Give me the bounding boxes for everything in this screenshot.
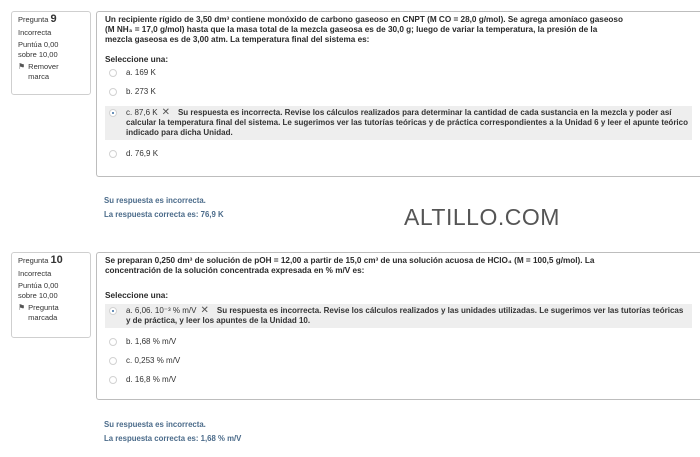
general-feedback: Su respuesta es incorrecta. [104,196,206,205]
question-text [105,15,688,45]
option-label: c. 0,253 % m/V [126,356,181,365]
flag-label [28,62,58,81]
question-content-9 [96,11,700,177]
incorrect-icon: ✕ [200,305,209,316]
radio-button[interactable] [109,357,117,365]
question-state: Incorrecta [18,27,52,37]
answer-option-a[interactable] [105,68,692,78]
option-feedback: Su respuesta es incorrecta. Revise los cálculos realizados para determinar la cantidad de cada sustancia en la mezcla y poder así calcular la temperatura final del sistema. Le sugerimos ver las tutorías teóricas y de práctica correspondientes a la Unidad 6 y leer el apunte teórico indicado para dicha Unidad. [126,108,688,137]
flag-question-button[interactable] [18,62,90,81]
option-label: b. 1,68 % m/V [126,337,177,346]
flag-icon: ⚑ [18,303,26,312]
answer-option-d[interactable] [105,149,692,159]
radio-button-selected[interactable] [109,307,117,315]
general-feedback: Su respuesta es incorrecta. [104,420,206,429]
question-text [105,256,688,276]
question-feedback-9 [104,194,224,222]
radio-button[interactable] [109,376,117,384]
select-prompt: Seleccione una: [105,54,169,64]
answer-option-b[interactable] [105,337,692,347]
question-number-value: 9 [50,13,57,25]
answer-option-c[interactable] [105,106,692,140]
question-text-line1: Se preparan 0,250 dm³ de solución de pOH = 12,00 a partir de 15,0 cm³ de una solución acuosa de HClO₄ (M = 100,5 g/mol). La [105,256,595,265]
question-text-line2: (M NH₃ = 17,0 g/mol) hasta que la masa total de la mezcla gaseosa es de 30,0 g; luego de variar la temperatura, la presión de la [105,25,598,34]
option-feedback: Su respuesta es incorrecta. Revise los cálculos realizados y las unidades utilizadas. Le sugerimos ver las tutorías teóricas y de práctica, y leer los apuntes de la Unidad 10. [126,306,684,325]
radio-button[interactable] [109,88,117,96]
question-number-value: 10 [50,254,63,266]
option-label: c. 87,6 K [126,108,158,117]
question-grade-line2: sobre 10,00 [18,49,58,59]
select-prompt: Seleccione una: [105,290,169,300]
option-label: d. 76,9 K [126,149,159,158]
radio-button[interactable] [109,338,117,346]
question-text-line3: mezcla gaseosa es de 3,00 atm. La temperatura final del sistema es: [105,35,370,44]
question-number [18,256,90,266]
option-label: a. 169 K [126,68,156,77]
watermark-text: ALTILLO.COM [404,204,560,230]
question-grade-line1: Puntúa 0,00 [18,40,59,49]
option-label: a. 6,06. 10⁻³ % m/V [126,306,197,315]
incorrect-icon: ✕ [161,107,170,118]
flag-label-line2: marcada [28,312,58,322]
question-text-line1: Un recipiente rígido de 3,50 dm³ contiene monóxido de carbono gaseoso en CNPT (M CO = 28,0 g/mol). Se agrega amoníaco gaseoso [105,15,623,24]
flag-question-button[interactable] [18,303,90,322]
question-grade-line1: Puntúa 0,00 [18,281,59,290]
question-state: Incorrecta [18,268,52,278]
flag-label [28,303,58,322]
option-label: b. 273 K [126,87,156,96]
radio-button[interactable] [109,69,117,77]
right-answer: La respuesta correcta es: 76,9 K [104,210,224,219]
answer-option-c[interactable] [105,356,692,366]
question-number [18,15,90,25]
question-label: Pregunta [18,15,49,24]
question-grade-line2: sobre 10,00 [18,290,58,300]
question-content-10 [96,252,700,400]
flag-label-line1: Remover [28,62,59,71]
right-answer: La respuesta correcta es: 1,68 % m/V [104,434,242,443]
radio-button-selected[interactable] [109,109,117,117]
flag-label-line2: marca [28,71,50,81]
option-label: d. 16,8 % m/V [126,375,177,384]
question-feedback-10 [104,418,241,446]
flag-icon: ⚑ [18,62,26,71]
answer-option-d[interactable] [105,375,692,385]
flag-label-line1: Pregunta [28,303,59,312]
question-label: Pregunta [18,256,49,265]
question-info-10 [11,252,91,338]
question-info-9 [11,11,91,95]
answer-option-b[interactable] [105,87,692,97]
question-text-line2: concentración de la solución concentrada expresada en % m/V es: [105,266,365,275]
radio-button[interactable] [109,150,117,158]
answer-option-a[interactable] [105,304,692,328]
